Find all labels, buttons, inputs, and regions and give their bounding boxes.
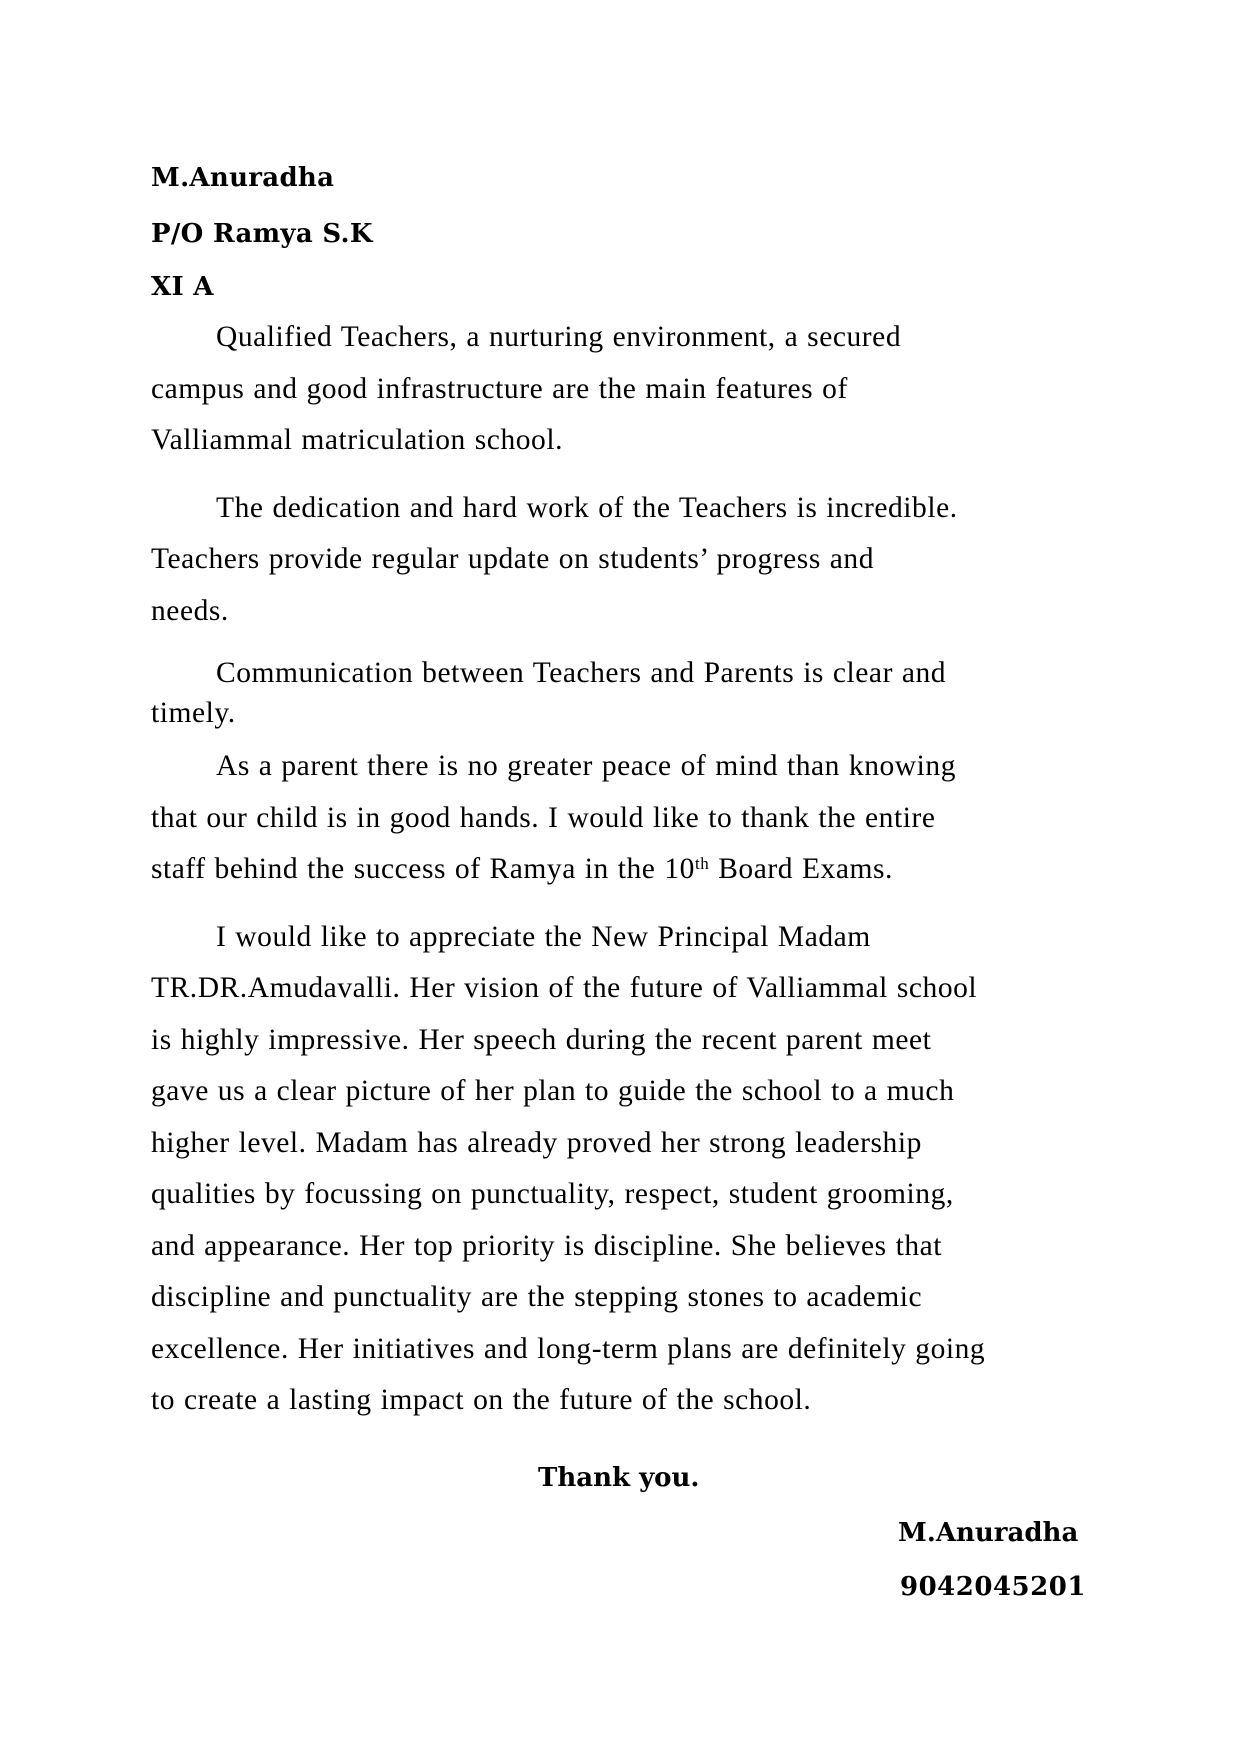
letter-body [151,150,1101,1443]
paragraph-line: and appearance. Her top priority is discipline. She believes that [151,1229,943,1262]
signature-name: M.Anuradha [898,1518,1079,1548]
paragraph-line: As a parent there is no greater peace of mind than knowing [216,750,956,782]
parent-of-line: P/O Ramya S.K [151,219,373,249]
paragraph-line: discipline and punctuality are the stepping stones to academic [151,1281,923,1313]
paragraph-line: to create a lasting impact on the future of the school. [151,1384,812,1416]
paragraph-principal [151,912,1101,1427]
paragraph-features [151,312,1101,467]
paragraph-dedication [151,483,1101,638]
paragraph-line: I would like to appreciate the New Principal Madam [216,920,871,953]
paragraph-line: Communication between Teachers and Parents is clear and [216,657,947,689]
paragraph-line: needs. [151,594,229,627]
closing-thank-you: Thank you. [538,1463,700,1493]
paragraph-line: qualities by focussing on punctuality, respect, student grooming, [151,1178,954,1210]
ordinal-superscript: th [694,854,710,873]
paragraph-communication [151,653,1101,733]
sender-name: M.Anuradha [151,163,335,193]
paragraph-line: that our child is in good hands. I would like to thank the entire [151,801,936,834]
paragraph-line: Valliammal matriculation school. [151,424,564,456]
paragraph-line: higher level. Madam has already proved her strong leadership [151,1126,922,1159]
paragraph-line: The dedication and hard work of the Teachers is incredible. [216,491,958,524]
line-text: staff behind the success of Ramya in the 10 [151,853,695,885]
line-text: Board Exams. [709,853,893,885]
paragraph-line: Qualified Teachers, a nurturing environment, a secured [216,321,902,353]
signature-phone: 9042045201 [900,1572,1086,1602]
paragraph-line: timely. [151,697,236,729]
paragraph-line: gave us a clear picture of her plan to guide the school to a much [151,1075,955,1107]
paragraph-line: Teachers provide regular update on students’ progress and [151,543,875,575]
paragraph-line: TR.DR.Amudavalli. Her vision of the future of Valliammal school [151,972,978,1004]
paragraph-line [151,844,1101,896]
paragraph-line: excellence. Her initiatives and long-term plans are definitely going [151,1332,986,1365]
paragraph-peace-of-mind [151,741,1101,896]
paragraph-line: campus and good infrastructure are the main features of [151,372,848,405]
paragraph-line: is highly impressive. Her speech during the recent parent meet [151,1023,932,1056]
class-line: XI A [151,272,214,302]
